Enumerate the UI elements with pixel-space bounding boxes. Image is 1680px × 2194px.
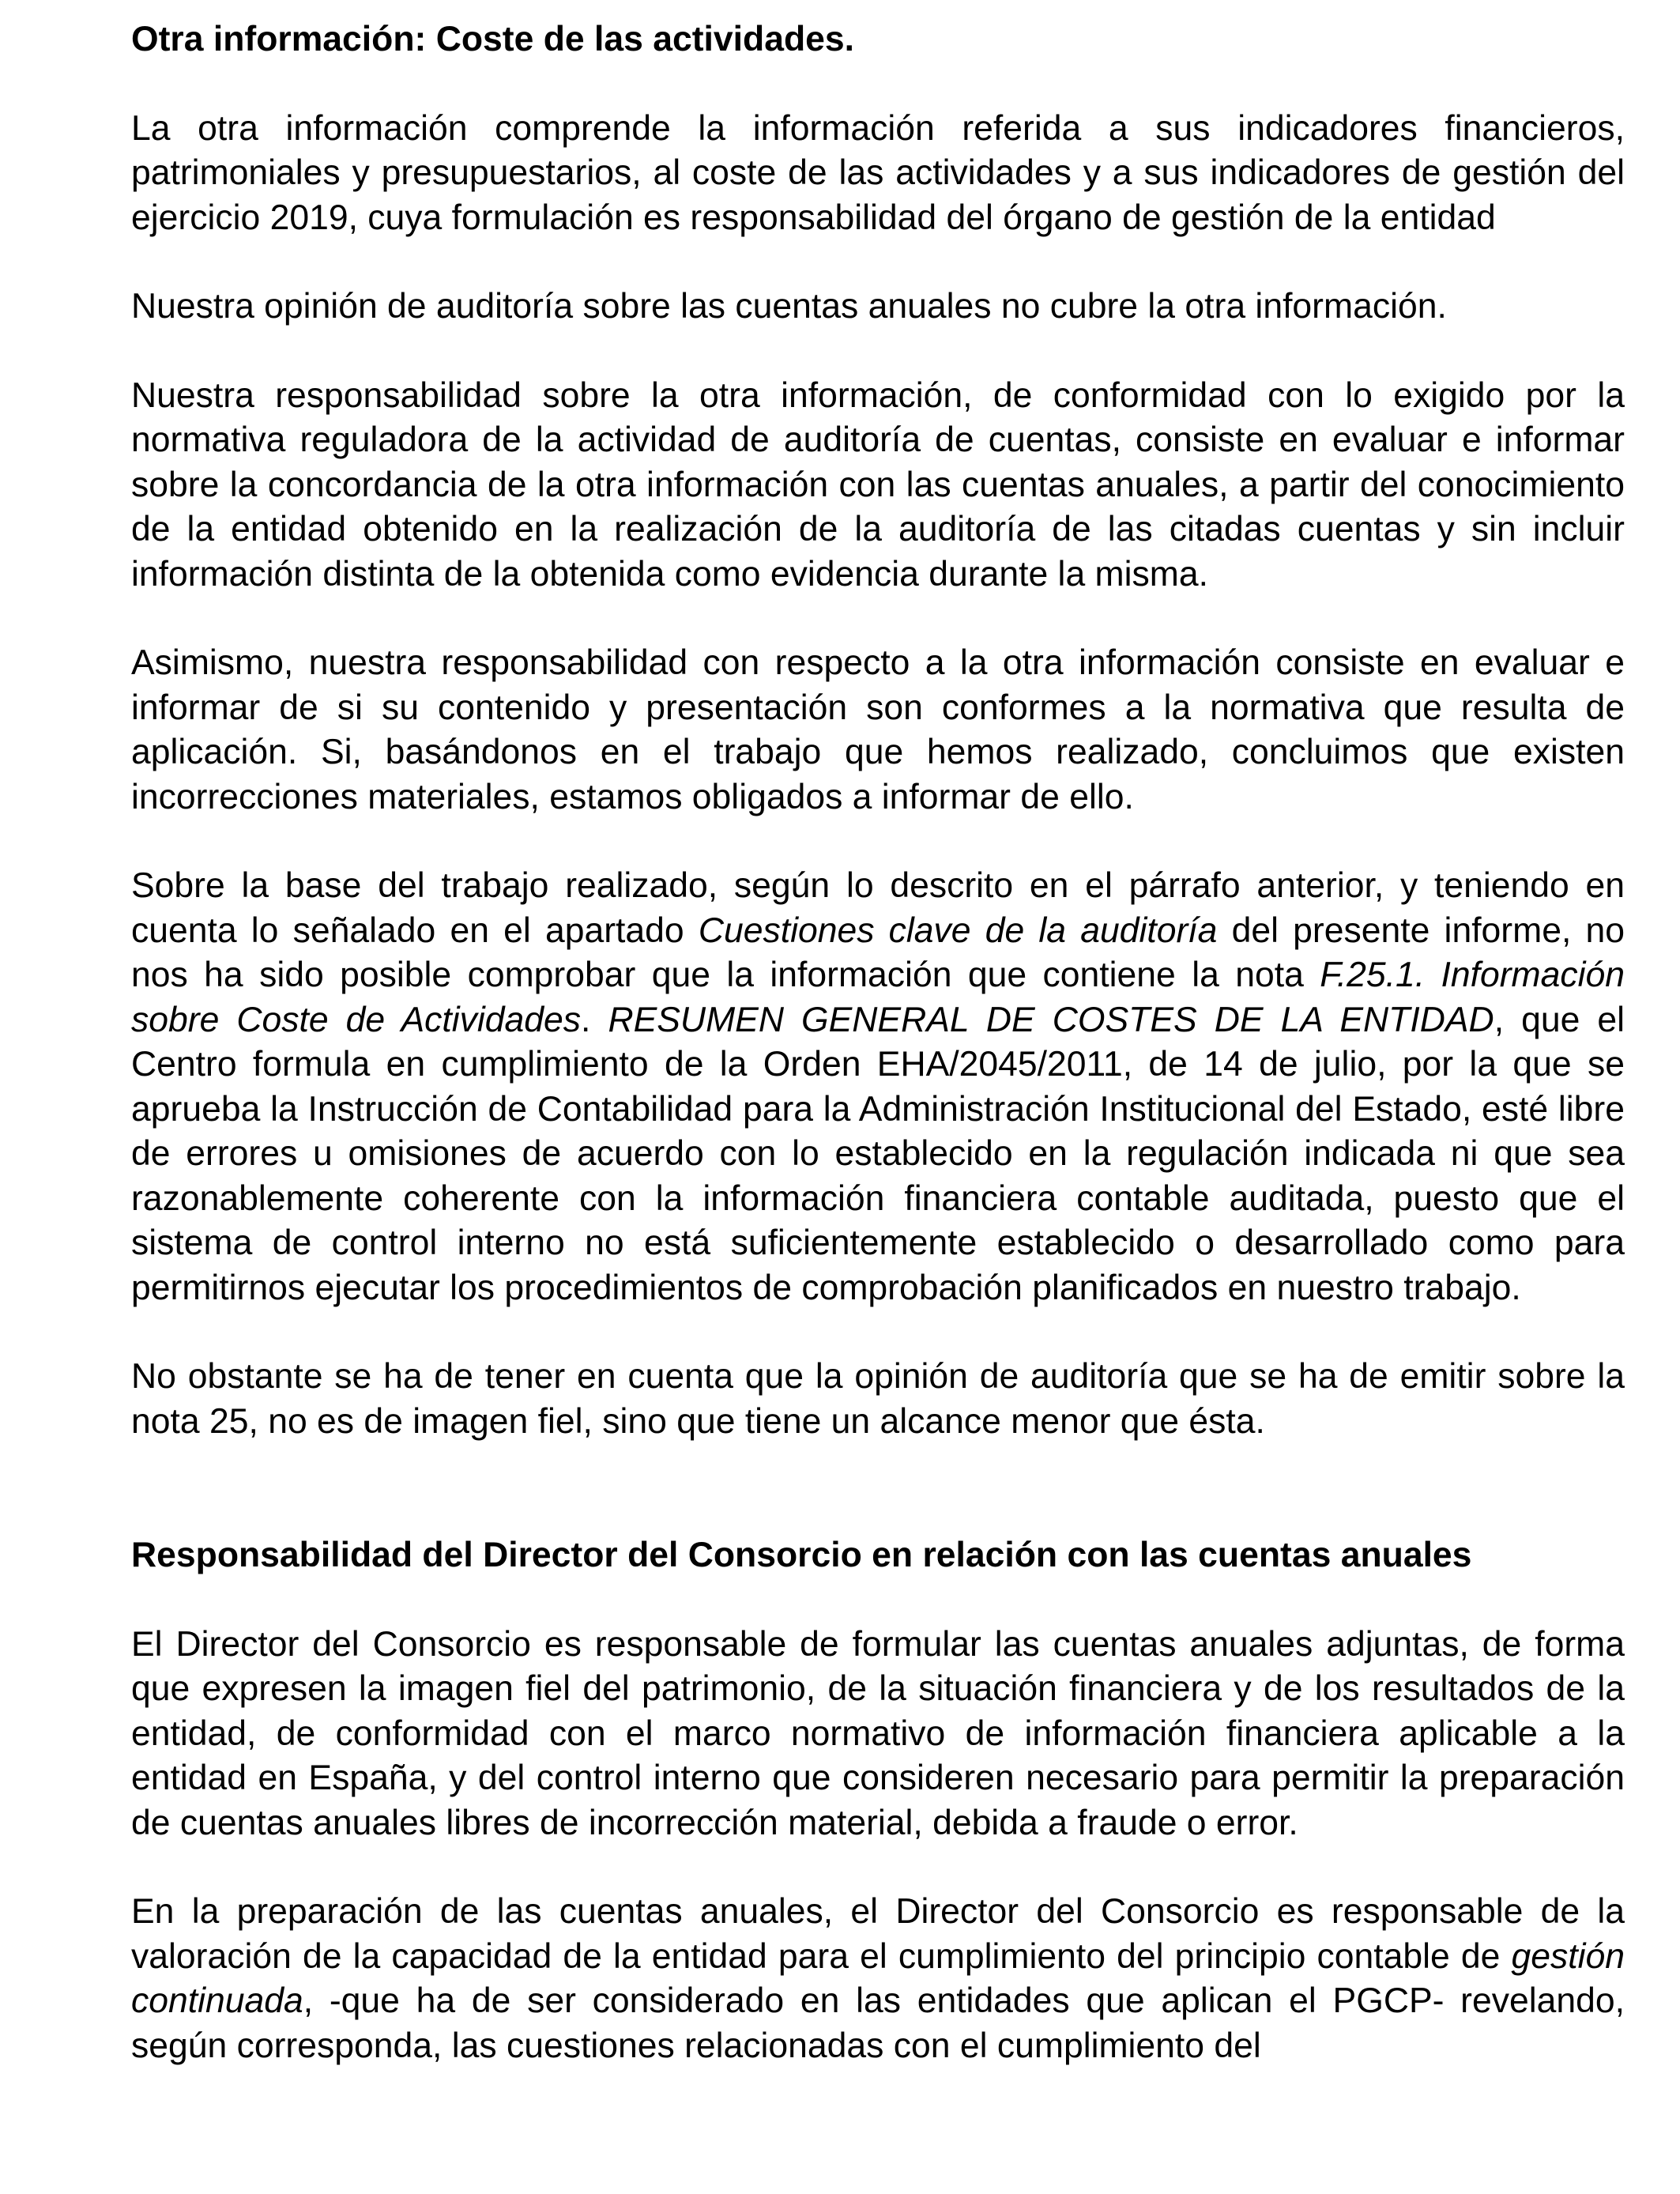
- paragraph-asimismo: Asimismo, nuestra responsabilidad con respecto a la otra información consiste en evaluar e informar de si su contenido y presentación son conformes a la normativa que resulta de aplicación. Si, basándonos en el trabajo que hemos realizado, concluimos que existen incorrecciones materiales, estamos obligados a informar de ello.: [131, 643, 1625, 816]
- paragraph-sobre-la-base: [131, 864, 1625, 1310]
- paragraph-director-responsable: El Director del Consorcio es responsable de formular las cuentas anuales adjuntas, de forma que expresen la imagen fiel del patrimonio, de la situación financiera y de los resultados de la entidad, de conformidad con el marco normativo de información financiera aplicable a la entidad en España, y del control interno que consideren necesario para permitir la preparación de cuentas anuales libres de incorrección material, debida a fraude o error.: [131, 1624, 1625, 1842]
- paragraph-nuestra-responsabilidad: Nuestra responsabilidad sobre la otra información, de conformidad con lo exigido por la normativa reguladora de la actividad de auditoría de cuentas, consiste en evaluar e informar sobre la concordancia de la otra información con las cuentas anuales, a partir del conocimiento de la entidad obtenido en la realización de la auditoría de las citadas cuentas y sin incluir información distinta de la obtenida como evidencia durante la misma.: [131, 375, 1625, 594]
- paragraph-preparacion-cuentas: [131, 1890, 1625, 2068]
- text-segment: En la preparación de las cuentas anuales, el Director del Consorcio es responsable de la valoración de la capacidad de la entidad para el cumplimiento del principio contable de: [131, 1892, 1625, 1976]
- text-segment: .: [581, 1000, 608, 1039]
- paragraph-opinion-no-cubre: Nuestra opinión de auditoría sobre las cuentas anuales no cubre la otra información.: [131, 287, 1447, 326]
- text-segment: , -que ha de ser considerado en las entidades que aplican el PGCP- revelando, según corresponda, las cuestiones relacionadas con el cumplimiento del: [131, 1981, 1625, 2065]
- paragraph-otra-informacion-alcance: La otra información comprende la información referida a sus indicadores financieros, patrimoniales y presupuestarios, al coste de las actividades y a sus indicadores de gestión del ejercicio 2019, cuya formulación es responsabilidad del órgano de gestión de la entidad: [131, 108, 1625, 237]
- document-page: [131, 17, 1625, 2113]
- text-segment: del presente informe, no nos ha sido posible comprobar que la información que contiene la nota: [131, 910, 1625, 994]
- text-segment: , que el Centro formula en cumplimiento de la Orden EHA/2045/2011, de 14 de julio, por la que se aprueba la Instrucción de Contabilidad para la Administración Institucional del Estado, esté libre de errores u omisiones de acuerdo con lo establecido en la regulación indicada ni que sea razonablemente coherente con la información financiera contable auditada, puesto que el sistema de control interno no está suficientemente establecido o desarrollado como para permitirnos ejecutar los procedimientos de comprobación planificados en nuestro trabajo.: [131, 1000, 1625, 1307]
- section-heading-responsabilidad-director: Responsabilidad del Director del Consorcio en relación con las cuentas anuales: [131, 1536, 1472, 1574]
- italic-nota-f25: F.25.1. Información sobre Coste de Actividades: [131, 956, 1625, 1039]
- text-segment: Sobre la base del trabajo realizado, según lo descrito en el párrafo anterior, y teniendo en cuenta lo señalado en el apartado: [131, 866, 1625, 950]
- paragraph-no-obstante: No obstante se ha de tener en cuenta que la opinión de auditoría que se ha de emitir sobre la nota 25, no es de imagen fiel, sino que tiene un alcance menor que ésta.: [131, 1357, 1625, 1441]
- italic-resumen-general: RESUMEN GENERAL DE COSTES DE LA ENTIDAD: [608, 1000, 1494, 1039]
- italic-gestion-continuada: gestión continuada: [131, 1936, 1625, 2020]
- italic-cuestiones-clave: Cuestiones clave de la auditoría: [698, 910, 1218, 950]
- section-heading-otra-informacion: Otra información: Coste de las actividades.: [131, 20, 854, 58]
